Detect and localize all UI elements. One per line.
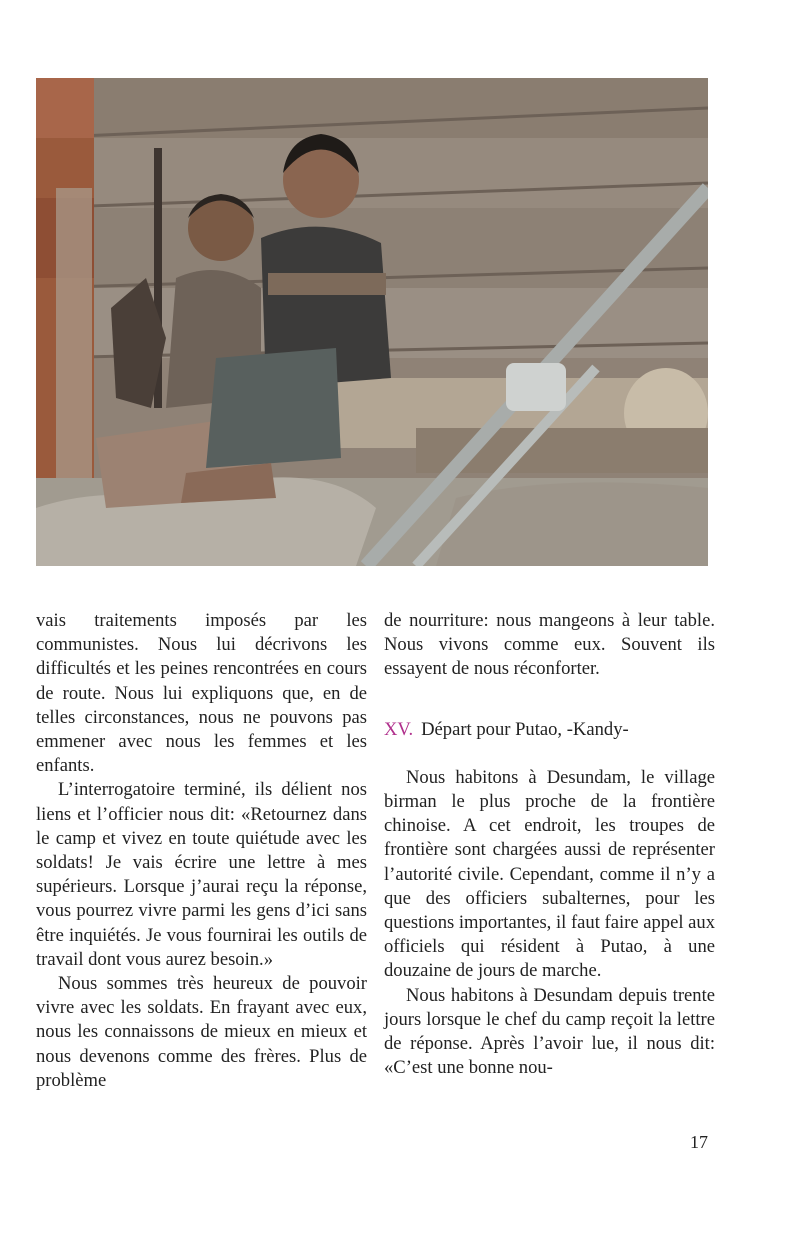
left-text-column [36,609,367,1093]
right-text-column [384,609,715,1080]
section-heading [384,718,715,742]
paragraph: Nous habitons à Desundam, le village birman le plus proche de la frontière chinoise. A cet endroit, les troupes de frontière sont chargées aussi de représenter l’autorité civile. Cependant, comme il n’y a que des officiers subalternes, pour les questions importantes, il faut faire appel aux officiels qui résident à Putao, à une douzaine de jours de marche. [384,766,715,982]
section-title: Départ pour Putao, -Kandy- [421,718,629,740]
paragraph: L’interrogatoire terminé, ils délient nos liens et l’officier nous dit: «Retournez dans le camp et vivez en toute quiétude avec les soldats! Je vais écrire une lettre à mes supérieurs. Lorsque j’aurai reçu la réponse, vous pourrez vivre parmi les gens d’ici sans être inquiétés. Je vous fournirai les outils de travail dont vous aurez besoin.» [36,779,367,970]
paragraph: de nourriture: nous mangeons à leur table. Nous vivons comme eux. Souvent ils essayent de nous réconforter. [384,610,715,680]
photograph-two-boys-sitting-against-wooden-wall-icon [36,78,708,566]
paragraph: vais traitements imposés par les communistes. Nous lui décrivons les difficultés et les peines rencontrées en cours de route. Nous lui expliquons que, en de telles circonstances, nous ne pouvons pas emmener avec nous les femmes et les enfants. [36,610,367,777]
section-number: XV. [384,718,414,740]
page-number: 17 [690,1132,708,1152]
paragraph: Nous habitons à Desundam depuis trente jours lorsque le chef du camp reçoit la lettre de réponse. Après l’avoir lue, il nous dit: «C’est une bonne nou- [384,984,715,1079]
paragraph: Nous sommes très heureux de pouvoir vivre avec les soldats. En frayant avec eux, nous les connaissons de mieux en mieux et nous devenons comme des frères. Plus de problème [36,973,367,1091]
photograph [36,78,708,566]
